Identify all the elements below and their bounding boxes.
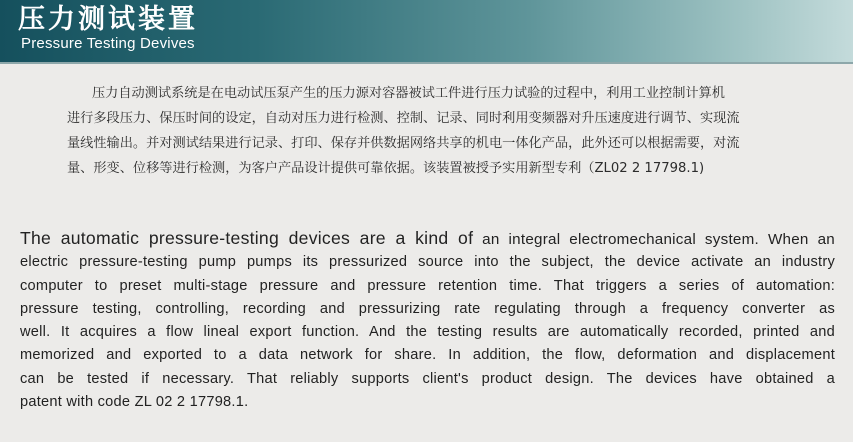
- chinese-paragraph-line: 量、形变、位移等进行检测，为客户产品设计提供可靠依据。该装置被授予实用新型专利（ZL02 2 17798.1): [67, 161, 705, 176]
- chinese-paragraph-line: 压力自动测试系统是在电动试压泵产生的压力源对容器被试工件进行压力试验的过程中，利用工业控制计算机: [92, 86, 725, 101]
- chinese-paragraph-line: 进行多段压力、保压时间的设定，自动对压力进行检测、控制、记录、同时利用变频器对升压速度进行调节、实现流: [67, 111, 740, 126]
- chinese-description-paragraph: [67, 81, 848, 181]
- english-paragraph-line: patent with code ZL 02 2 17798.1.: [20, 394, 249, 411]
- english-paragraph-line: [20, 227, 835, 251]
- page-title-english: Pressure Testing Devives: [21, 35, 195, 52]
- english-paragraph-line: can be tested if necessary. That reliably supports client's product design. The devices have obtained a: [20, 370, 835, 387]
- english-paragraph-line: pressure testing, controlling, recording and pressurizing rate regulating through a frequency converter as: [20, 300, 835, 317]
- english-paragraph-line: computer to preset multi-stage pressure and pressure retention time. That triggers a series of automation:: [20, 277, 835, 294]
- header-divider: [0, 62, 853, 64]
- header-banner: [0, 0, 853, 62]
- english-description-paragraph: [20, 227, 835, 414]
- english-line-remainder: an integral electromechanical system. When an: [473, 231, 835, 248]
- chinese-paragraph-line: 量线性输出。并对测试结果进行记录、打印、保存并供数据网络共享的机电一体化产品，此外还可以根据需要，对流: [67, 136, 740, 151]
- english-lead-text: The automatic pressure-testing devices are a kind of: [20, 228, 474, 248]
- page-title-chinese: 压力测试装置: [18, 4, 198, 35]
- english-paragraph-line: electric pressure-testing pump pumps its pressurized source into the subject, the device activate an industry: [20, 254, 835, 271]
- english-paragraph-line: well. It acquires a flow lineal export function. And the testing results are automatically recorded, printed and: [20, 324, 835, 341]
- english-paragraph-line: memorized and exported to a data network for share. In addition, the flow, deformation and displacement: [20, 347, 835, 364]
